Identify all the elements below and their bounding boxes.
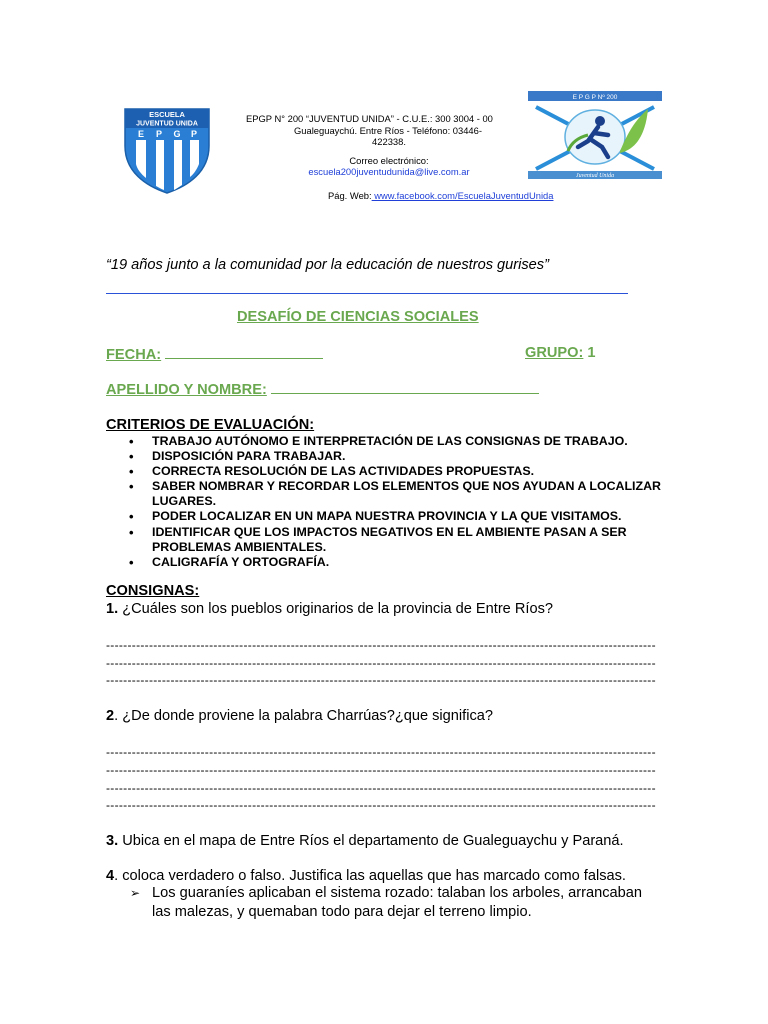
web-label: Pág. Web: bbox=[328, 190, 372, 201]
question-1 bbox=[106, 601, 553, 617]
answer-line[interactable]: -------------------------------------------------------------------------------------------------------------------------------- bbox=[106, 656, 656, 670]
question-3-number: 3. bbox=[106, 833, 119, 849]
question-4 bbox=[106, 868, 626, 884]
header-line-3: 422338. bbox=[372, 136, 406, 148]
fecha-field bbox=[106, 345, 323, 363]
question-2-text: . ¿De donde proviene la palabra Charrúas?¿que significa? bbox=[114, 708, 493, 724]
fecha-label: FECHA: bbox=[106, 347, 162, 363]
answer-line[interactable]: -------------------------------------------------------------------------------------------------------------------------------- bbox=[106, 638, 656, 652]
shield-letter: G bbox=[173, 129, 181, 139]
motto-divider bbox=[106, 293, 628, 294]
question-4-text: . coloca verdadero o falso. Justifica las aquellas que has marcado como falsas. bbox=[114, 868, 626, 884]
emblem-bottom-text: Juventud Unida bbox=[575, 173, 615, 179]
consignas-title: CONSIGNAS: bbox=[106, 583, 200, 599]
question-1-number: 1. bbox=[106, 601, 119, 617]
header-line-2: Gualeguaychú. Entre Ríos - Teléfono: 03446- bbox=[294, 124, 482, 136]
school-motto: “19 años junto a la comunidad por la educación de nuestros gurises” bbox=[106, 257, 549, 273]
web-line bbox=[328, 190, 553, 201]
criteria-item: • SABER NOMBRAR Y RECORDAR LOS ELEMENTOS QUE NOS AYUDAN A LOCALIZAR LUGARES. bbox=[106, 479, 666, 509]
grupo-field bbox=[525, 345, 596, 361]
shield-letter: P bbox=[190, 129, 198, 139]
question-1-text: ¿Cuáles son los pueblos originarios de la provincia de Entre Ríos? bbox=[118, 601, 553, 617]
answer-line[interactable]: -------------------------------------------------------------------------------------------------------------------------------- bbox=[106, 798, 656, 812]
shield-letter: P bbox=[155, 129, 163, 139]
answer-line[interactable]: -------------------------------------------------------------------------------------------------------------------------------- bbox=[106, 745, 656, 759]
shield-letter: E bbox=[137, 129, 145, 139]
answer-line[interactable]: -------------------------------------------------------------------------------------------------------------------------------- bbox=[106, 673, 656, 687]
header-line-1: EPGP N° 200 “JUVENTUD UNIDA” - C.U.E.: 300 3004 - 00 bbox=[246, 113, 493, 124]
page-title: DESAFÍO DE CIENCIAS SOCIALES bbox=[237, 309, 479, 325]
nombre-field bbox=[106, 380, 539, 398]
criteria-item: • TRABAJO AUTÓNOMO E INTERPRETACIÓN DE LAS CONSIGNAS DE TRABAJO. bbox=[106, 434, 666, 449]
criteria-item: • CORRECTA RESOLUCIÓN DE LAS ACTIVIDADES PROPUESTAS. bbox=[106, 464, 666, 479]
shield-title-line1: ESCUELA bbox=[149, 110, 185, 119]
emblem-top-text: E P G P Nº 200 bbox=[572, 94, 618, 101]
answer-line[interactable]: -------------------------------------------------------------------------------------------------------------------------------- bbox=[106, 781, 656, 795]
criteria-list bbox=[106, 434, 666, 570]
arrow-bullet-icon: ➢ bbox=[130, 886, 141, 900]
question-3-text: Ubica en el mapa de Entre Ríos el departamento de Gualeguaychu y Paraná. bbox=[118, 833, 624, 849]
school-shield-logo bbox=[122, 106, 212, 194]
criteria-item: • PODER LOCALIZAR EN UN MAPA NUESTRA PROVINCIA Y LA QUE VISITAMOS. bbox=[106, 509, 666, 524]
question-3 bbox=[106, 833, 624, 849]
question-2 bbox=[106, 708, 493, 724]
web-link[interactable]: www.facebook.com/EscuelaJuventudUnida bbox=[371, 190, 554, 201]
criteria-title: CRITERIOS DE EVALUACIÓN: bbox=[106, 417, 315, 433]
school-header-info bbox=[232, 113, 530, 178]
answer-line[interactable]: -------------------------------------------------------------------------------------------------------------------------------- bbox=[106, 763, 656, 777]
criteria-item: • CALIGRAFÍA Y ORTOGRAFÍA. bbox=[106, 555, 666, 570]
email-label: Correo electrónico: bbox=[349, 154, 429, 166]
grupo-label: GRUPO: bbox=[525, 345, 584, 361]
nombre-label: APELLIDO Y NOMBRE: bbox=[106, 382, 267, 398]
criteria-item: • DISPOSICIÓN PARA TRABAJAR. bbox=[106, 449, 666, 464]
shield-title-line2: JUVENTUD UNIDA bbox=[136, 120, 198, 128]
email-address[interactable]: escuela200juventudunida@live.com.ar bbox=[308, 166, 470, 178]
nombre-blank[interactable] bbox=[271, 380, 539, 394]
question-4-item: Los guaraníes aplicaban el sistema rozado: talaban los arboles, arrancaban las malezas, y quemaban todo para dejar el terreno limpio. bbox=[152, 885, 643, 920]
grupo-value: 1 bbox=[583, 345, 596, 361]
question-4-number: 4 bbox=[106, 868, 115, 884]
question-2-number: 2 bbox=[106, 708, 115, 724]
school-emblem-logo bbox=[528, 91, 662, 179]
fecha-blank[interactable] bbox=[165, 345, 323, 359]
criteria-item: • IDENTIFICAR QUE LOS IMPACTOS NEGATIVOS EN EL AMBIENTE PASAN A SER PROBLEMAS AMBIENTALES. bbox=[106, 525, 666, 555]
